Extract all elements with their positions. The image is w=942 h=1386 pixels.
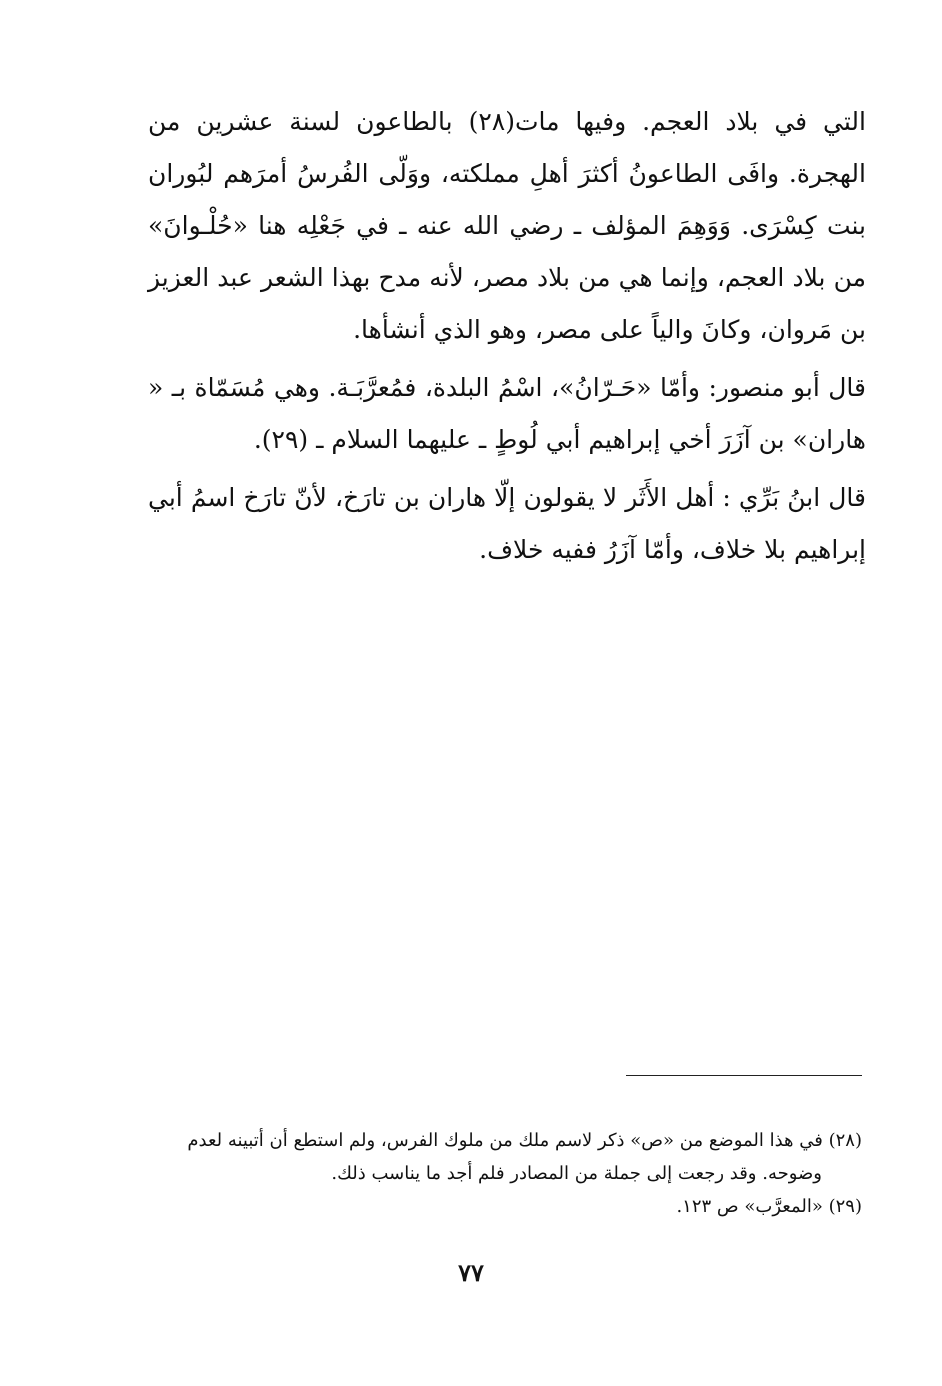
footnote-28-continuation xyxy=(160,1157,862,1190)
footnote-line: (٢٩) «المعرَّب» ص ١٢٣. xyxy=(676,1196,862,1217)
text-line: وافَى الطاعونُ أكثرَ أهلِ مملكته، ووَلّى الفُرسُ أمرَهم لبُوران بنت كِسْرَى. xyxy=(148,159,866,240)
text-line: قال أبو منصور: وأمّا «حَـرّانُ»، اسْمُ البلدة، فمُعرَّبَـة. وهي مُسَمّاة xyxy=(194,373,867,402)
text-line: بـ « هاران» بن آزَرَ أخي إبراهيم أبي لُوطٍ ـ عليهما السلام ـ (٢٩). xyxy=(148,373,866,454)
page-number: ٧٧ xyxy=(458,1258,484,1287)
main-text xyxy=(148,96,866,576)
text-line: أبي إبراهيم بلا خلاف، وأمّا آزَرُ ففيه خلاف. xyxy=(148,483,866,564)
text-line: والياً على مصر، وهو الذي أنشأها. xyxy=(353,315,694,344)
text-line: قال ابنُ بَرِّي : أهل الأَثَر لا يقولون إلّا هاران بن تارَخ، لأنّ تارَخ اسمُ xyxy=(190,483,867,512)
footnote-line: (٢٨) في هذا الموضع من «ص» ذكر لاسم ملك من ملوك الفرس، ولم استطع أن أتبينه لعدم xyxy=(187,1130,862,1151)
footnote-28 xyxy=(160,1124,862,1157)
paragraph-1 xyxy=(148,96,866,356)
footnote-divider xyxy=(626,1075,862,1076)
footnotes xyxy=(160,1124,862,1223)
footnote-line: وضوحه. وقد رجعت إلى جملة من المصادر فلم أجد ما يناسب ذلك. xyxy=(331,1163,822,1184)
paragraph-2 xyxy=(148,362,866,466)
text-line: وَوَهِمَ المؤلف ـ رضي الله عنه ـ في جَعْلِه هنا «حُلْـوانَ» من بلاد العجم، xyxy=(148,211,866,292)
footnote-29 xyxy=(160,1190,862,1223)
paragraph-3 xyxy=(148,472,866,576)
text-line: وإنما هي من بلاد مصر، لأنه مدح بهذا الشعر عبد العزيز بن مَروان، وكانَ xyxy=(148,263,866,344)
text-line: التي في بلاد العجم. وفيها مات(٢٨) بالطاعون لسنة عشرين من الهجرة. xyxy=(148,107,866,188)
